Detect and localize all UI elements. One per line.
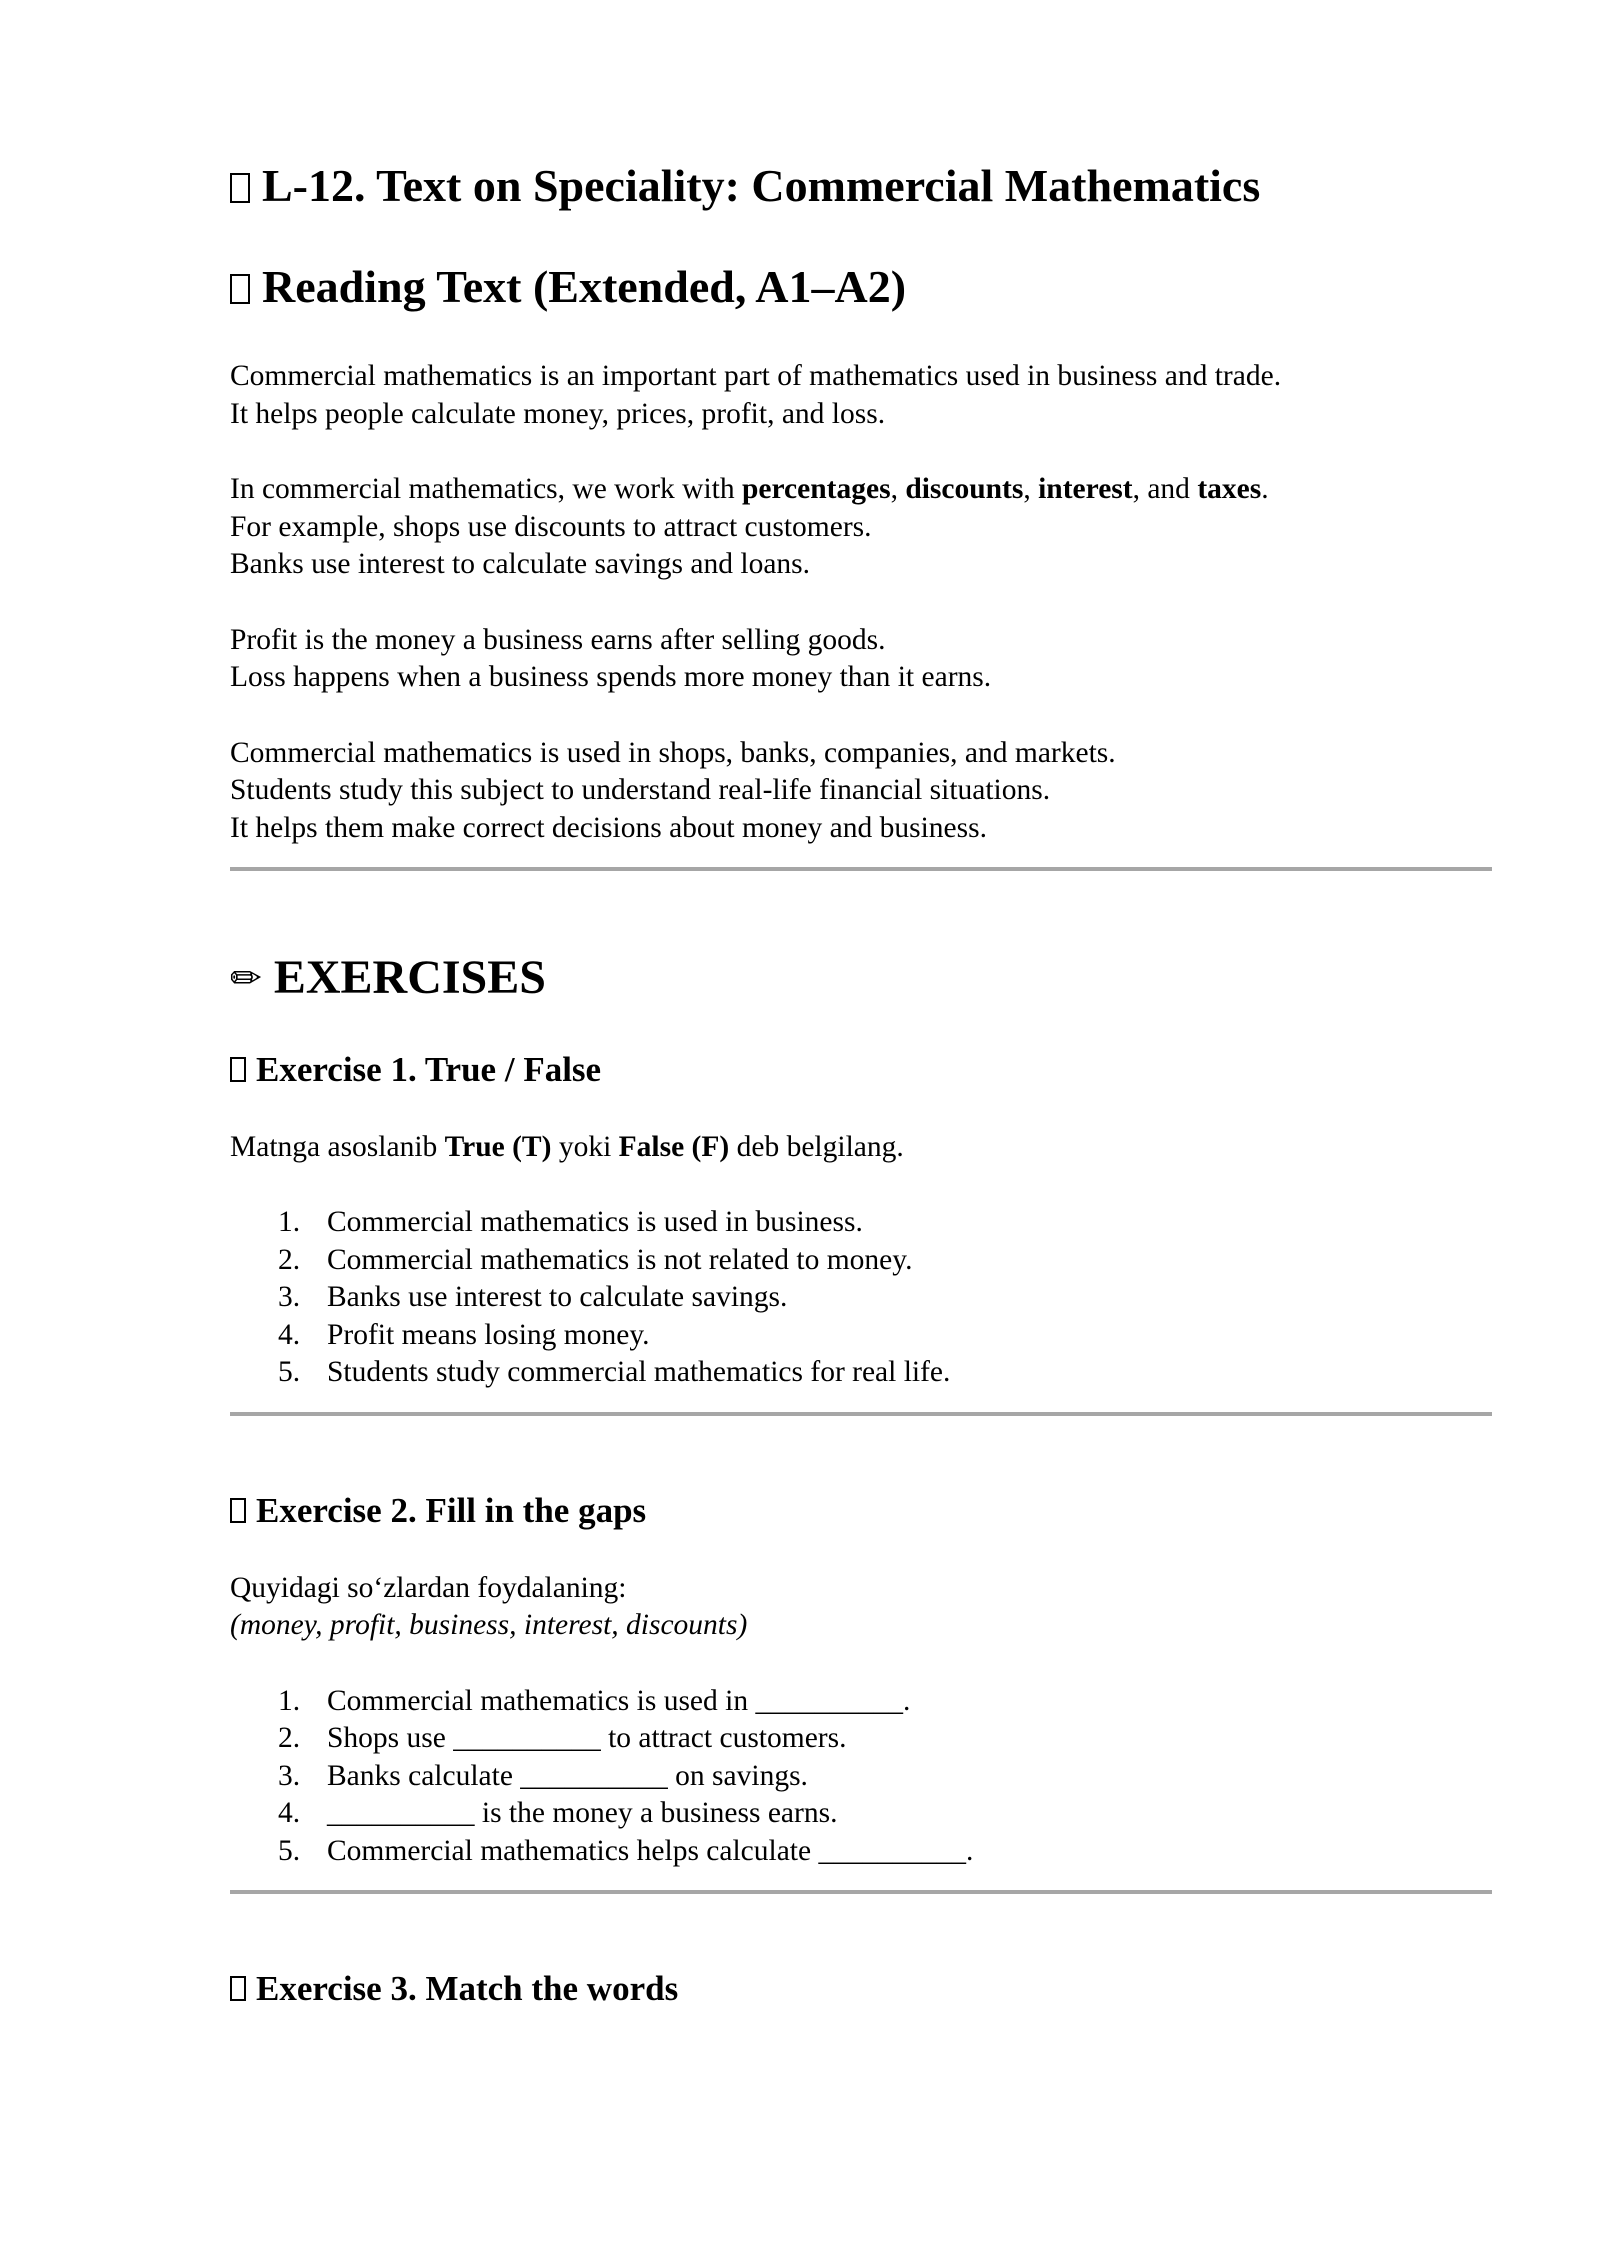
divider — [230, 867, 1492, 871]
item-text: Shops use __________ to attract customers. — [327, 1722, 847, 1755]
item-text: __________ is the money a business earns. — [327, 1797, 838, 1830]
item-number: 2. — [278, 1243, 301, 1276]
item-text: Commercial mathematics helps calculate __________. — [327, 1834, 974, 1867]
reading-line — [230, 471, 1492, 509]
keyword-percentages: percentages — [742, 473, 891, 506]
item-number: 1. — [278, 1206, 301, 1239]
divider — [230, 1412, 1492, 1416]
reading-line: For example, shops use discounts to attract customers. — [230, 510, 872, 543]
item-number: 3. — [278, 1281, 301, 1314]
exercise2-heading — [230, 1490, 1492, 1532]
exercises-heading — [230, 949, 1492, 1007]
missing-glyph-icon — [230, 1057, 246, 1082]
item-text: Commercial mathematics is used in __________. — [327, 1684, 911, 1717]
list-item — [230, 1242, 1492, 1280]
list-item — [230, 1833, 1492, 1871]
list-item — [230, 1354, 1492, 1392]
missing-glyph-icon — [230, 1498, 246, 1523]
list-item — [230, 1317, 1492, 1355]
reading-text — [230, 358, 1492, 847]
exercise1-list — [230, 1204, 1492, 1392]
exercise3-heading — [230, 1968, 1492, 2010]
item-text: Profit means losing money. — [327, 1318, 650, 1351]
list-item — [230, 1204, 1492, 1242]
item-text: Banks use interest to calculate savings. — [327, 1281, 788, 1314]
missing-glyph-icon — [230, 173, 250, 203]
text-run: deb belgilang. — [729, 1130, 904, 1163]
item-number: 3. — [278, 1759, 301, 1792]
exercise1-instructions — [230, 1129, 1492, 1167]
word-bank-text: (money, profit, business, interest, discounts) — [230, 1609, 748, 1642]
exercise2-word-bank — [230, 1607, 1492, 1645]
exercise1-heading — [230, 1049, 1492, 1091]
item-text: Banks calculate __________ on savings. — [327, 1759, 808, 1792]
list-item — [230, 1758, 1492, 1796]
text-run: , — [1023, 473, 1039, 506]
text-run: . — [1261, 473, 1269, 506]
document-content — [230, 150, 1492, 2010]
exercise3-heading-text: Exercise 3. Match the words — [256, 1969, 679, 2009]
reading-heading-text: Reading Text (Extended, A1–A2) — [262, 261, 907, 313]
reading-line: Loss happens when a business spends more money than it earns. — [230, 661, 992, 694]
text-run: , and — [1132, 473, 1198, 506]
item-number: 5. — [278, 1834, 301, 1867]
reading-heading — [230, 259, 1492, 314]
reading-line: Profit is the money a business earns after selling goods. — [230, 623, 886, 656]
exercise1-heading-text: Exercise 1. True / False — [256, 1049, 602, 1089]
exercise2-instructions: Quyidagi so‘zlardan foydalaning: — [230, 1571, 627, 1604]
text-run: Matnga asoslanib — [230, 1130, 445, 1163]
reading-line: Banks use interest to calculate savings and loans. — [230, 548, 811, 581]
exercises-heading-text: EXERCISES — [273, 951, 546, 1005]
text-run: , — [890, 473, 906, 506]
reading-line: It helps people calculate money, prices, profit, and loss. — [230, 397, 886, 430]
missing-glyph-icon — [230, 1976, 246, 2001]
reading-line: Commercial mathematics is an important part of mathematics used in business and trade. — [230, 360, 1282, 393]
list-item — [230, 1683, 1492, 1721]
missing-glyph-icon — [230, 274, 250, 304]
page-title — [230, 158, 1492, 213]
item-number: 4. — [278, 1797, 301, 1830]
reading-line: It helps them make correct decisions about money and business. — [230, 811, 987, 844]
item-number: 2. — [278, 1722, 301, 1755]
item-number: 5. — [278, 1356, 301, 1389]
exercise2-list — [230, 1683, 1492, 1871]
page-title-text: L-12. Text on Speciality: Commercial Mathematics — [262, 160, 1261, 211]
item-number: 1. — [278, 1684, 301, 1717]
list-item — [230, 1720, 1492, 1758]
exercise2-heading-text: Exercise 2. Fill in the gaps — [256, 1490, 647, 1530]
false-label: False (F) — [618, 1130, 730, 1163]
list-item — [230, 1795, 1492, 1833]
text-run: In commercial mathematics, we work with — [230, 473, 742, 506]
keyword-interest: interest — [1038, 473, 1133, 506]
pencil-icon: ✏ — [230, 956, 262, 1001]
reading-line: Commercial mathematics is used in shops, banks, companies, and markets. — [230, 736, 1116, 769]
text-run: yoki — [551, 1130, 619, 1163]
list-item — [230, 1279, 1492, 1317]
reading-line: Students study this subject to understand real-life financial situations. — [230, 774, 1051, 807]
keyword-taxes: taxes — [1197, 473, 1262, 506]
item-text: Commercial mathematics is used in business. — [327, 1206, 863, 1239]
item-text: Commercial mathematics is not related to money. — [327, 1243, 913, 1276]
keyword-discounts: discounts — [905, 473, 1024, 506]
divider — [230, 1890, 1492, 1894]
true-label: True (T) — [444, 1130, 552, 1163]
item-number: 4. — [278, 1318, 301, 1351]
item-text: Students study commercial mathematics for real life. — [327, 1356, 951, 1389]
